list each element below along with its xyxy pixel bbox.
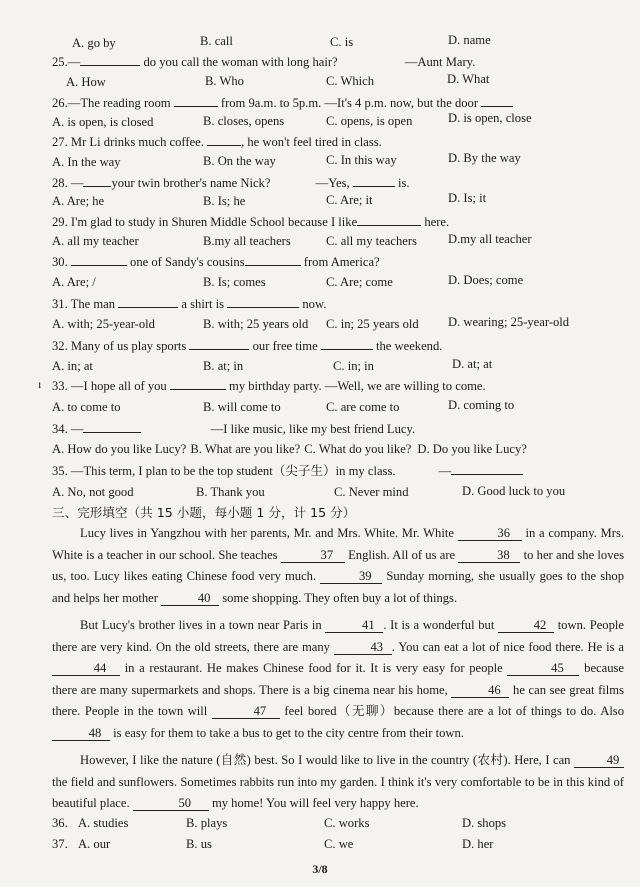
option-d: D. coming to [448,398,515,412]
option-d: D. Good luck to you [462,484,566,498]
question-28: 28. — your twin brother's name Nick? —Yes, is. [52,176,410,190]
question-29: 29. I'm glad to study in Shuren Middle School because I like here. [52,215,450,229]
option-b: B.my all teachers [203,234,291,248]
option-b: B. closes, opens [203,114,285,128]
margin-mark: ı [38,377,42,391]
option-a: A. Are; he [52,194,105,208]
option-c: C. in; 25 years old [326,317,419,331]
question-34-options: A. How do you like Lucy? B. What are you like? C. What do you like? D. Do you like Lucy? [52,442,527,456]
option-b: B. Is; he [203,194,246,208]
option-d: D. at; at [452,357,493,371]
option-c: C. Are; come [326,275,393,289]
option-d: D. By the way [448,151,521,165]
option-c: C. Which [326,74,375,88]
option-c: C. we [324,837,354,851]
option-d: D. shops [462,816,507,830]
option-b: B. Is; comes [203,275,266,289]
option-d: D. Is; it [448,191,487,205]
option-a: A. studies [78,816,129,830]
option-c: C. all my teachers [326,234,417,248]
option-a: A. with; 25-year-old [52,317,155,331]
option-b: B. Who [205,74,244,88]
option-c: C. opens, is open [326,114,413,128]
option-d: D. name [448,33,491,47]
question-30: 30. one of Sandy's cousins from America? [52,255,380,269]
option-b: B. Thank you [196,485,265,499]
option-b: B. at; in [203,359,244,373]
option-c: C. is [330,35,354,49]
question-31: 31. The man a shirt is now. [52,297,327,311]
option-b: B. call [200,34,233,48]
section-heading: 三、完形填空（共 15 小题，每小题 1 分，计 15 分） [52,505,356,520]
question-35: 35. —This term, I plan to be the top student（尖子生）in my class. — [52,462,523,479]
option-d: D. wearing; 25-year-old [448,315,570,329]
question-33: 33. —I hope all of you my birthday party. —Well, we are willing to come. [52,379,486,393]
question-36: 36. [52,816,68,830]
passage-paragraph-2: But Lucy's brother lives in a town near Paris in 41 . It is a wonderful but 42 town. People there are very kind. On the old streets, there are many 43 . You can eat a lot of nice food there. He is a 44 in a restaurant. He makes Chinese food for it. It is very easy for people 45 because there are many supermarkets and shops. There is a big cinema near his home, 46 he can see great films there. People in the town will 47 feel bored（无聊）because there are a lot of things to do. Also 48 is easy for them to take a bus to get to the city centre from their town. [52,618,625,740]
option-b: B. On the way [203,154,276,168]
question-27: 27. Mr Li drinks much coffee. , he won't feel tired in class. [52,135,382,149]
option-a: A. in; at [52,359,93,373]
option-b: B. us [186,837,212,851]
option-d: D. is open, close [448,111,532,125]
option-d: D. her [462,837,494,851]
option-b: B. plays [186,816,228,830]
option-d: D. Does; come [448,273,524,287]
option-b: B. will come to [203,400,281,414]
passage-paragraph-1: Lucy lives in Yangzhou with her parents, Mr. and Mrs. White. Mr. White 36 in a company. Mrs. White is a teacher in our school. She teaches 37 English. All of us are 38 to her and she loves us, too. Lucy likes eating Chinese food very much. 39 Sunday morning, she usually goes to the shop and helps her mother 40 some shopping. They often buy a lot of things. [52,526,625,605]
question-34: 34. — —I like music, like my best friend Lucy. [52,422,416,436]
option-c: C. In this way [326,153,397,167]
question-26: 26.—The reading room from 9a.m. to 5p.m. —It's 4 p.m. now, but the door [52,94,513,111]
option-c: C. Are; it [326,193,373,207]
option-a: A. all my teacher [52,234,139,248]
option-a: A. How [66,75,106,89]
passage-paragraph-3: However, I like the nature (自然) best. So I would like to live in the country (农村). Here, I can 49 the field and sunflowers. Sometimes rabbits run into my garden. I think it's very comfortable to be in this kind of beautiful place. 50 my home! You will feel very happy here. [52,753,624,811]
option-b: B. with; 25 years old [203,317,309,331]
option-a: A. is open, is closed [52,115,154,129]
option-c: C. works [324,816,370,830]
question-32: 32. Many of us play sports our free time the weekend. [52,339,443,353]
option-a: A. In the way [52,155,121,169]
page-number: 3/8 [312,862,328,876]
option-c: C. are come to [326,400,400,414]
option-a: A. our [78,837,111,851]
option-d: D. What [447,72,490,86]
option-a: A. No, not good [52,485,134,499]
option-a: A. go by [72,36,116,50]
option-a: A. Are; / [52,275,96,289]
question-37: 37. [52,837,68,851]
option-c: C. Never mind [334,485,409,499]
question-25: 25.— do you call the woman with long hair? —Aunt Mary. [52,55,476,69]
option-d: D.my all teacher [448,232,532,246]
option-c: C. in; in [333,359,374,373]
option-a: A. to come to [52,400,121,414]
